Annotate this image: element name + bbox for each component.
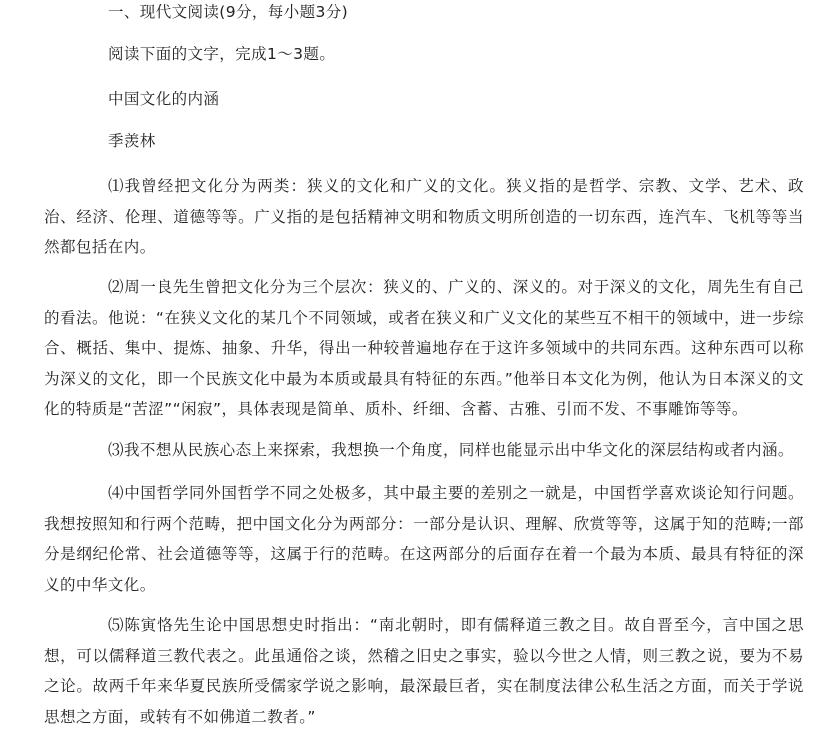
paragraph-3: ⑶我不想从民族心态上来探索，我想换一个角度，同样也能显示出中华文化的深层结构或者内涵。 [108,441,794,459]
instruction-text: 阅读下面的文字，完成1～3题。 [108,45,336,63]
section-heading: 一、现代文阅读(9分，每小题3分) [108,3,349,21]
paragraph-2: ⑵周一良先生曾把文化分为三个层次：狭义的、广义的、深义的。对于深义的文化，周先生有自己的看法。他说：“在狭义文化的某几个不同领域，或者在狭义和广义文化的某些互不相干的领域中，进一步综合、概括、集中、提炼、抽象、升华，得出一种较普遍地存在于这许多领域中的共同东西。这种东西可以称为深义的文化，即一个民族文化中最为本质或最具有特征的东西。”他举日本文化为例，他认为日本深义的文化的特质是“苦涩”“闲寂”，具体表现是简单、质朴、纤细、含蓄、古雅、引而不发、不事雕饰等等。 [44,278,804,418]
article-author: 季羡林 [108,132,156,150]
paragraph-5: ⑸陈寅恪先生论中国思想史时指出：“南北朝时，即有儒释道三教之目。故自晋至今，言中国之思想，可以儒释道三教代表之。此虽通俗之谈，然稽之旧史之事实，验以今世之人情，则三教之说，要为不易之论。故两千年来华夏民族所受儒家学说之影响，最深最巨者，实在制度法律公私生活之方面，而关于学说思想之方面，或转有不如佛道二教者。” [44,616,804,726]
article-title: 中国文化的内涵 [108,90,220,108]
paragraph-1: ⑴我曾经把文化分为两类：狭义的文化和广义的文化。狭义指的是哲学、宗教、文学、艺术、政治、经济、伦理、道德等等。广义指的是包括精神文明和物质文明所创造的一切东西，连汽车、飞机等等当然都包括在内。 [44,177,804,256]
paragraph-4: ⑷中国哲学同外国哲学不同之处极多，其中最主要的差别之一就是，中国哲学喜欢谈论知行问题。我想按照知和行两个范畴，把中国文化分为两部分：一部分是认识、理解、欣赏等等，这属于知的范畴;一部分是纲纪伦常、社会道德等等，这属于行的范畴。在这两部分的后面存在着一个最为本质、最具有特征的深义的中华文化。 [44,484,804,594]
